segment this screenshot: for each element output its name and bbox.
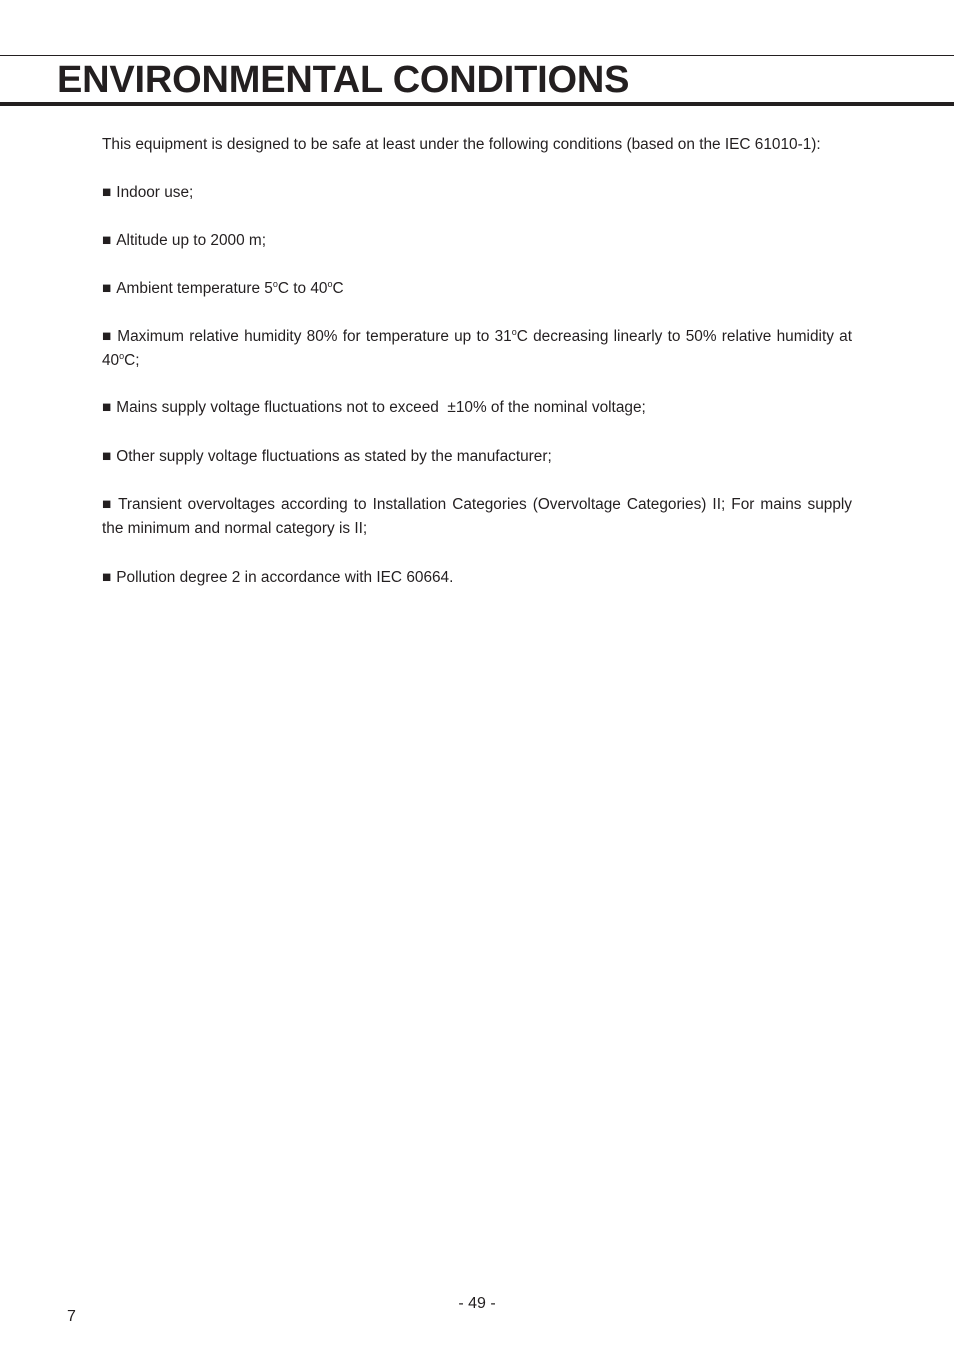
condition-text: C; bbox=[124, 352, 140, 369]
bullet-icon: ■ bbox=[102, 280, 112, 297]
condition-text: Other supply voltage fluctuations as stated by the manufacturer; bbox=[116, 448, 552, 465]
condition-text: Pollution degree 2 in accordance with IEC 60664. bbox=[116, 569, 454, 586]
degree-mark: o bbox=[119, 351, 125, 361]
header-bottom-rule bbox=[0, 102, 954, 106]
condition-other-supply bbox=[102, 445, 852, 469]
bullet-icon: ■ bbox=[102, 328, 113, 345]
intro-paragraph: This equipment is designed to be safe at least under the following conditions (based on the IEC 61010-1): bbox=[102, 136, 821, 153]
condition-text: C to 40 bbox=[277, 280, 328, 297]
bullet-icon: ■ bbox=[102, 399, 112, 416]
bullet-icon: ■ bbox=[102, 232, 112, 249]
bullet-icon: ■ bbox=[102, 496, 114, 513]
condition-transient-overvoltage bbox=[102, 493, 852, 541]
condition-text: Maximum relative humidity 80% for temperature up to 31 bbox=[117, 328, 512, 345]
degree-mark: o bbox=[511, 327, 517, 337]
degree-mark: o bbox=[272, 279, 278, 289]
bullet-icon: ■ bbox=[102, 184, 112, 201]
condition-text: Indoor use; bbox=[116, 184, 194, 201]
condition-text: Ambient temperature 5 bbox=[116, 280, 273, 297]
degree-mark: o bbox=[327, 279, 333, 289]
page-number: - 49 - bbox=[458, 1295, 496, 1312]
condition-pollution bbox=[102, 566, 852, 590]
condition-altitude bbox=[102, 229, 852, 253]
bullet-icon: ■ bbox=[102, 569, 112, 586]
condition-text: Mains supply voltage fluctuations not to exceed ±10% of the nominal voltage; bbox=[116, 399, 646, 416]
page-title: ENVIRONMENTAL CONDITIONS bbox=[57, 59, 630, 101]
bullet-icon: ■ bbox=[102, 448, 112, 465]
condition-humidity bbox=[102, 325, 852, 373]
condition-indoor bbox=[102, 181, 852, 205]
condition-mains-voltage bbox=[102, 396, 852, 420]
header-top-rule bbox=[0, 55, 954, 56]
condition-temperature bbox=[102, 277, 852, 301]
condition-text: Altitude up to 2000 m; bbox=[116, 232, 267, 249]
condition-text: Transient overvoltages according to Installation Categories (Overvoltage Categories) II; For mains supply the minimum and normal category is II; bbox=[102, 496, 853, 537]
condition-text: C decreasing linearly to 50% relative humidity at 40 bbox=[102, 328, 853, 369]
condition-text: C bbox=[332, 280, 344, 297]
corner-number: 7 bbox=[67, 1308, 76, 1325]
